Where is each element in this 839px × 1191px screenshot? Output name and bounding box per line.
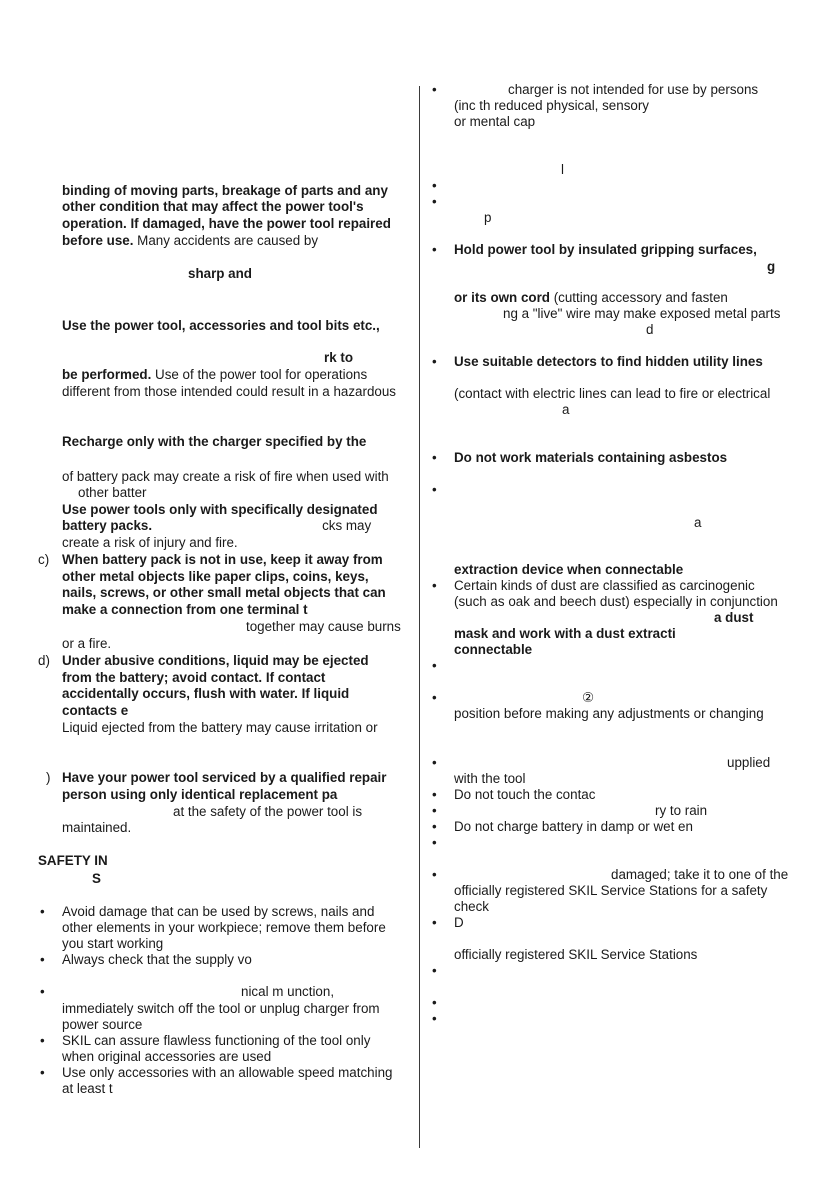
text-fragment: other batter (78, 485, 147, 500)
text-line: officially registered SKIL Service Stations (454, 947, 698, 962)
text-fragment: l (561, 162, 564, 177)
text-line: (inc th reduced physical, sensory (454, 98, 650, 113)
text-fragment: a (562, 402, 570, 417)
bullet: • (432, 658, 437, 673)
text-line (62, 518, 371, 534)
text-line: contacts e (62, 703, 129, 718)
text-line: Have your power tool serviced by a qualified repair (62, 770, 387, 785)
text-line: (contact with electric lines can lead to fire or electrical (454, 386, 771, 401)
bullet: • (432, 482, 437, 497)
text-line: other metal objects like paper clips, coins, keys, (62, 569, 369, 584)
text-fragment: at the safety of the power tool is (173, 804, 363, 819)
text-line: Avoid damage that can be used by screws, nails and (62, 904, 375, 919)
bullet: • (432, 867, 437, 882)
circled-two-icon: ② (582, 690, 595, 705)
text-line: SKIL can assure flawless functioning of the tool only (62, 1033, 371, 1048)
text-line: different from those intended could result in a hazardous (62, 384, 396, 399)
text-line: Liquid ejected from the battery may cause irritation or (62, 720, 378, 735)
bullet: • (432, 578, 437, 593)
text-line (62, 233, 318, 249)
text-line: extraction device when connectable (454, 562, 684, 577)
text-line: Always check that the supply vo (62, 952, 252, 967)
text-line: Hold power tool by insulated gripping surfaces, (454, 242, 757, 257)
text-fragment: p (484, 210, 492, 225)
bullet: • (432, 803, 437, 818)
text-line: power source (62, 1017, 143, 1032)
bold-run: before use. (62, 233, 134, 248)
text-fragment: upplied (727, 755, 771, 770)
text-line: Recharge only with the charger specified by the (62, 434, 367, 449)
text-line: with the tool (454, 771, 526, 786)
bold-run: or its own cord (454, 290, 550, 305)
bullet: • (432, 242, 437, 257)
text-line: make a connection from one terminal t (62, 602, 308, 617)
text-line: position before making any adjustments or changing (454, 706, 764, 721)
bullet: • (40, 984, 45, 999)
bullet: • (432, 835, 437, 850)
bold-run: be performed. (62, 367, 152, 382)
text-line: from the battery; avoid contact. If contact (62, 670, 326, 685)
bullet: • (432, 82, 437, 97)
text-line: Use only accessories with an allowable speed matching (62, 1065, 393, 1080)
text-fragment: g (767, 259, 776, 274)
text-line: at least t (62, 1081, 113, 1096)
text-fragment: a dust (714, 610, 754, 625)
text-line: operation. If damaged, have the power tool repaired (62, 216, 391, 231)
bullet: • (432, 995, 437, 1010)
text-line: nails, screws, or other small metal objects that can (62, 585, 386, 600)
text-line: of battery pack may create a risk of fire when used with (62, 469, 389, 484)
text-line: mask and work with a dust extracti (454, 626, 676, 641)
text-line: other elements in your workpiece; remove them before (62, 920, 386, 935)
text-fragment: d (646, 322, 654, 337)
bullet: • (432, 194, 437, 209)
text-line: or mental cap (454, 114, 536, 129)
bullet: • (432, 963, 437, 978)
normal-run: cks may (322, 518, 372, 533)
text-line: Use suitable detectors to find hidden utility lines (454, 354, 763, 369)
text-line: Do not charge battery in damp or wet en (454, 819, 693, 834)
text-line: you start working (62, 936, 164, 951)
text-line: person using only identical replacement pa (62, 787, 338, 802)
text-line: Do not touch the contac (454, 787, 596, 802)
bullet: • (432, 450, 437, 465)
text-line: accidentally occurs, flush with water. If liquid (62, 686, 350, 701)
text-line: other condition that may affect the power tool's (62, 199, 364, 214)
bullet: • (40, 904, 45, 919)
text-line: when original accessories are used (62, 1049, 272, 1064)
normal-run: Use of the power tool for operations (151, 367, 368, 382)
text-line: connectable (454, 642, 533, 657)
text-line (62, 367, 367, 383)
bullet: • (432, 1011, 437, 1026)
text-line: officially registered SKIL Service Stations for a safety (454, 883, 768, 898)
text-line: check (454, 899, 489, 914)
section-subheading: S (92, 871, 101, 886)
text-line: Use the power tool, accessories and tool bits etc., (62, 318, 380, 333)
text-line: Certain kinds of dust are classified as carcinogenic (454, 578, 755, 593)
bullet: • (40, 952, 45, 967)
text-fragment: sharp and (188, 266, 252, 281)
bullet: • (432, 354, 437, 369)
normal-run: (cutting accessory and fasten (549, 290, 728, 305)
list-marker-c: c) (38, 552, 50, 567)
text-fragment: ng a "live" wire may make exposed metal parts (503, 306, 781, 321)
bullet: • (432, 755, 437, 770)
text-line: Do not work materials containing asbestos (454, 450, 728, 465)
text-line: or a fire. (62, 636, 112, 651)
column-divider (419, 86, 420, 1148)
text-fragment: a (694, 515, 702, 530)
text-fragment: nical m unction, (241, 984, 335, 999)
text-line: create a risk of injury and fire. (62, 535, 238, 550)
bold-run: battery packs. (62, 518, 153, 533)
text-line (454, 290, 728, 306)
list-marker-e: ) (46, 770, 51, 785)
text-fragment: rk to (324, 350, 354, 365)
text-fragment: ry to rain (655, 803, 708, 818)
text-line: binding of moving parts, breakage of parts and any (62, 183, 388, 198)
text-line: Under abusive conditions, liquid may be ejected (62, 653, 369, 668)
section-heading: SAFETY IN (38, 853, 108, 868)
text-line: immediately switch off the tool or unplug charger from (62, 1001, 380, 1016)
bullet: • (432, 787, 437, 802)
text-line: charger is not intended for use by persons (508, 82, 759, 97)
text-line: D (454, 915, 464, 930)
bullet: • (432, 915, 437, 930)
bullet: • (40, 1065, 45, 1080)
text-fragment: together may cause burns (246, 619, 401, 634)
text-fragment: damaged; take it to one of the (611, 867, 789, 882)
bullet: • (432, 690, 437, 705)
text-line: maintained. (62, 820, 132, 835)
bullet: • (40, 1033, 45, 1048)
text-line: When battery pack is not in use, keep it away from (62, 552, 383, 567)
normal-run: Many accidents are caused by (133, 233, 319, 248)
text-line: (such as oak and beech dust) especially in conjunction (454, 594, 778, 609)
bullet: • (432, 178, 437, 193)
list-marker-d: d) (38, 653, 50, 668)
text-line: Use power tools only with specifically designated (62, 502, 378, 517)
bullet: • (432, 819, 437, 834)
